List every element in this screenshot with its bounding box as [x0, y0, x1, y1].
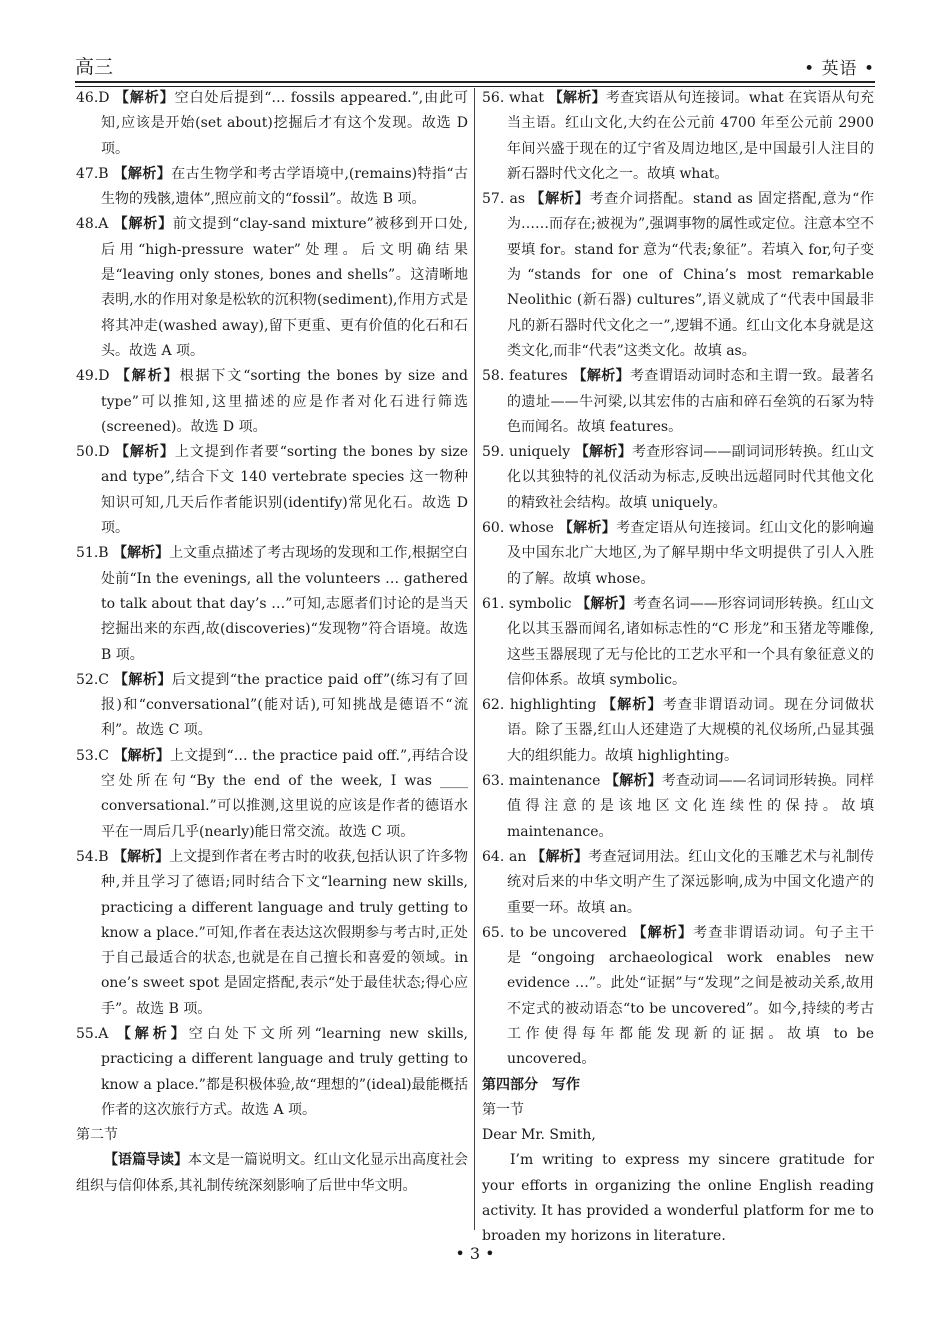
- analysis-text: 空白处下文所列“learning new skills, practicing a different language and truly getting to know a place.”都是积极体验,故“理想的”(ideal)最能概括作者的这次旅行方式。故选 A 项。: [101, 1025, 468, 1118]
- analysis-tag: 【解析】: [572, 368, 631, 385]
- answer-item: [482, 364, 874, 440]
- answer-item: [76, 440, 468, 541]
- answer-item: [76, 162, 468, 213]
- answer-item: [482, 592, 874, 693]
- answer-number: 61. symbolic: [482, 595, 572, 612]
- reading-guide: [76, 1148, 468, 1199]
- analysis-tag: 【解析】: [632, 924, 694, 941]
- analysis-tag: 【解析】: [576, 595, 633, 612]
- answer-number: 49.D: [76, 368, 110, 385]
- analysis-tag: 【解析】: [530, 191, 590, 208]
- analysis-text: 考查冠词用法。红山文化的玉雕艺术与礼制传统对后来的中华文明产生了深远影响,成为中国文化遗产的重要一环。故填 an。: [507, 848, 875, 916]
- column-divider: [474, 88, 475, 1230]
- answer-item: [76, 744, 468, 845]
- answer-number: 59. uniquely: [482, 444, 571, 461]
- answer-number: 55.A: [76, 1025, 109, 1042]
- analysis-text: 后文提到“the practice paid off”(练习有了回报)和“conversational”(能对话),可知挑战是德语不“流利”。故选 C 项。: [101, 671, 469, 739]
- grade-label: 高三: [75, 56, 114, 78]
- analysis-tag: 【解析】: [113, 848, 170, 865]
- answer-item: [76, 364, 468, 440]
- letter-body: I’m writing to express my sincere gratitude for your efforts in organizing the online English reading activity. It has provided a wonderful platform for me to broaden my horizons in literature.: [482, 1152, 874, 1245]
- analysis-text: 考查非谓语动词。句子主干是“ongoing archaeological work enables new evidence …”。此处“证据”与“发现”之间是被动关系,故用不定式的被动语态“to be uncovered”。如今,持续的考古工作使得每年都能发现新的证据。故填 to be uncovered。: [507, 924, 875, 1068]
- answer-number: 65. to be uncovered: [482, 924, 627, 941]
- page-number: • 3 •: [455, 1244, 495, 1263]
- answer-item: [76, 845, 468, 1022]
- letter-salutation: Dear Mr. Smith,: [482, 1127, 596, 1144]
- analysis-text: 考查非谓语动词。现在分词做状语。除了玉器,红山人还建造了大规模的礼仪场所,凸显其强大的组织能力。故填 highlighting。: [507, 697, 875, 764]
- answer-item: [482, 187, 874, 364]
- analysis-text: 考查介词搭配。stand as 固定搭配,意为“作为……而存在;被视为”,强调事物的属性或定位。注意本空不要填 for。stand for 意为“代表;象征”。若填入 for,句子变为“stands for one of China’s most remarkable Neolithic (新石器) cultures”,语义就成了“代表中国最非凡的新石器时代文化之一”,逻辑不通。红山文化本身就是这类文化,而非“代表”这类文化。故填 as。: [507, 191, 875, 359]
- analysis-tag: 【解析】: [115, 368, 180, 385]
- analysis-tag: 【解析】: [558, 520, 617, 537]
- analysis-text: 考查定语从句连接词。红山文化的影响遍及中国东北广大地区,为了解早期中华文明提供了引人入胜的了解。故填 whose。: [507, 520, 875, 587]
- answer-item: [482, 693, 874, 769]
- analysis-tag: 【解析】: [113, 747, 171, 764]
- answer-number: 52.C: [76, 671, 109, 688]
- answer-item: [76, 212, 468, 364]
- answer-number: 60. whose: [482, 520, 554, 537]
- analysis-text: 上文提到“… the practice paid off.”,再结合设空处所在句“By the end of the week, I was ____ conversational.”可以推测,这里说的应该是作者的德语水平在一周后几乎(nearly)能日常交流。故选 C 项。: [101, 747, 469, 840]
- guide-tag: 【语篇导读】: [104, 1152, 188, 1169]
- analysis-text: 考查动词——名词词形转换。同样值得注意的是该地区文化连续性的保持。故填 maintenance。: [507, 773, 875, 840]
- analysis-tag: 【解析】: [548, 90, 606, 106]
- analysis-tag: 【解析】: [605, 773, 662, 790]
- analysis-tag: 【解析】: [602, 697, 663, 714]
- analysis-tag: 【解析】: [113, 545, 170, 562]
- analysis-text: 考查名词——形容词词形转换。红山文化以其玉器而闻名,诸如标志性的“C 形龙”和玉猪龙等雕像,这些玉器展现了无与伦比的工艺水平和一个具有象征意义的信仰体系。故填 symbolic。: [507, 595, 874, 688]
- analysis-text: 上文提到作者要“sorting the bones by size and type”,结合下文 140 vertebrate species 这一物种知识可知,几天后作者能识别(identify)常见化石。故选 D 项。: [101, 444, 468, 537]
- answer-number: 50.D: [76, 444, 110, 461]
- analysis-text: 考查形容词——副词词形转换。红山文化以其独特的礼仪活动为标志,反映出远超同时代其他文化的精致社会结构。故填 uniquely。: [507, 444, 875, 511]
- answer-number: 58. features: [482, 368, 568, 385]
- analysis-tag: 【解析】: [116, 1025, 189, 1042]
- header-rule-thick: [75, 81, 875, 83]
- answer-item: [482, 516, 874, 592]
- answer-number: 57. as: [482, 191, 526, 208]
- answer-item: [76, 668, 468, 744]
- answer-number: 62. highlighting: [482, 697, 597, 714]
- page-header: [75, 52, 875, 82]
- analysis-text: 考查宾语从句连接词。what 在宾语从句充当主语。红山文化,大约在公元前 4700 年至公元前 2900 年间兴盛于现在的辽宁省及周边地区,是中国最引人注目的新石器时代文化之一。故填 what。: [507, 90, 875, 182]
- analysis-tag: 【解析】: [574, 444, 632, 461]
- answer-item: [482, 769, 874, 845]
- analysis-text: 考查谓语动词时态和主谓一致。最著名的遗址——牛河梁,以其宏伟的古庙和碎石垒筑的石冢为特色而闻名。故填 features。: [507, 368, 875, 435]
- answer-item: [482, 440, 874, 516]
- analysis-text: 在古生物学和考古学语境中,(remains)特指“古生物的残骸,遗体”,照应前文的“fossil”。故选 B 项。: [101, 165, 468, 208]
- analysis-text: 空白处后提到“… fossils appeared.”,由此可知,应该是开始(set about)挖掘后才有这个发现。故选 D 项。: [101, 90, 469, 157]
- answer-item: [482, 921, 874, 1073]
- answer-item: [482, 86, 874, 187]
- analysis-tag: 【解析】: [114, 90, 175, 106]
- answer-item: [482, 845, 874, 921]
- section1-title: 第一节: [482, 1101, 524, 1118]
- subject-label: • 英语 •: [804, 59, 875, 79]
- analysis-tag: 【解析】: [531, 848, 589, 865]
- analysis-text: 上文重点描述了考古现场的发现和工作,根据空白处前“In the evenings, all the volunteers … gathered to talk about that day’s …”可知,志愿者们讨论的是当天挖掘出来的东西,故(discoveries)“发现物”符合语境。故选 B 项。: [101, 545, 469, 663]
- answer-number: 46.D: [76, 90, 110, 106]
- answer-number: 53.C: [76, 747, 109, 764]
- analysis-tag: 【解析】: [113, 165, 172, 182]
- analysis-text: 上文提到作者在考古时的收获,包括认识了许多物种,并且学习了德语;同时结合下文“learning new skills, practicing a different language and truly getting to know a place.”可知,作者在表达这次假期参与考古时,正处于自己最适合的状态,也就是在自己擅长和喜爱的领域。in one’s sweet spot 是固定搭配,表示“处于最佳状态;得心应手”。故选 B 项。: [101, 848, 469, 1017]
- answer-number: 51.B: [76, 545, 109, 562]
- answer-item: [76, 541, 468, 667]
- answer-number: 56. what: [482, 90, 544, 106]
- analysis-tag: 【解析】: [113, 671, 172, 688]
- guide-text: 本文是一篇说明文。红山文化显示出高度社会组织与信仰体系,其礼制传统深刻影响了后世中华文明。: [76, 1152, 468, 1194]
- answer-number: 54.B: [76, 848, 109, 865]
- analysis-tag: 【解析】: [113, 216, 173, 233]
- analysis-tag: 【解析】: [114, 444, 175, 461]
- answer-number: 64. an: [482, 848, 527, 865]
- analysis-text: 前文提到“clay-sand mixture”被移到开口处,后用“high-pressure water”处理。后文明确结果是“leaving only stones, bones and shells”。这清晰地表明,水的作用对象是松软的沉积物(sediment),作用方式是将其冲走(washed away),留下更重、更有价值的化石和石头。故选 A 项。: [101, 216, 468, 359]
- right-column: [482, 86, 874, 1250]
- answer-number: 48.A: [76, 216, 109, 233]
- section2-title: 第二节: [76, 1127, 118, 1144]
- left-column: [76, 86, 468, 1199]
- answer-item: [76, 1022, 468, 1123]
- analysis-text: 根据下文“sorting the bones by size and type”可以推知,这里描述的应是作者对化石进行筛选(screened)。故选 D 项。: [101, 368, 469, 435]
- answer-number: 47.B: [76, 165, 109, 182]
- part4-title: 第四部分 写作: [482, 1076, 580, 1093]
- answer-item: [76, 86, 468, 162]
- answer-number: 63. maintenance: [482, 773, 601, 790]
